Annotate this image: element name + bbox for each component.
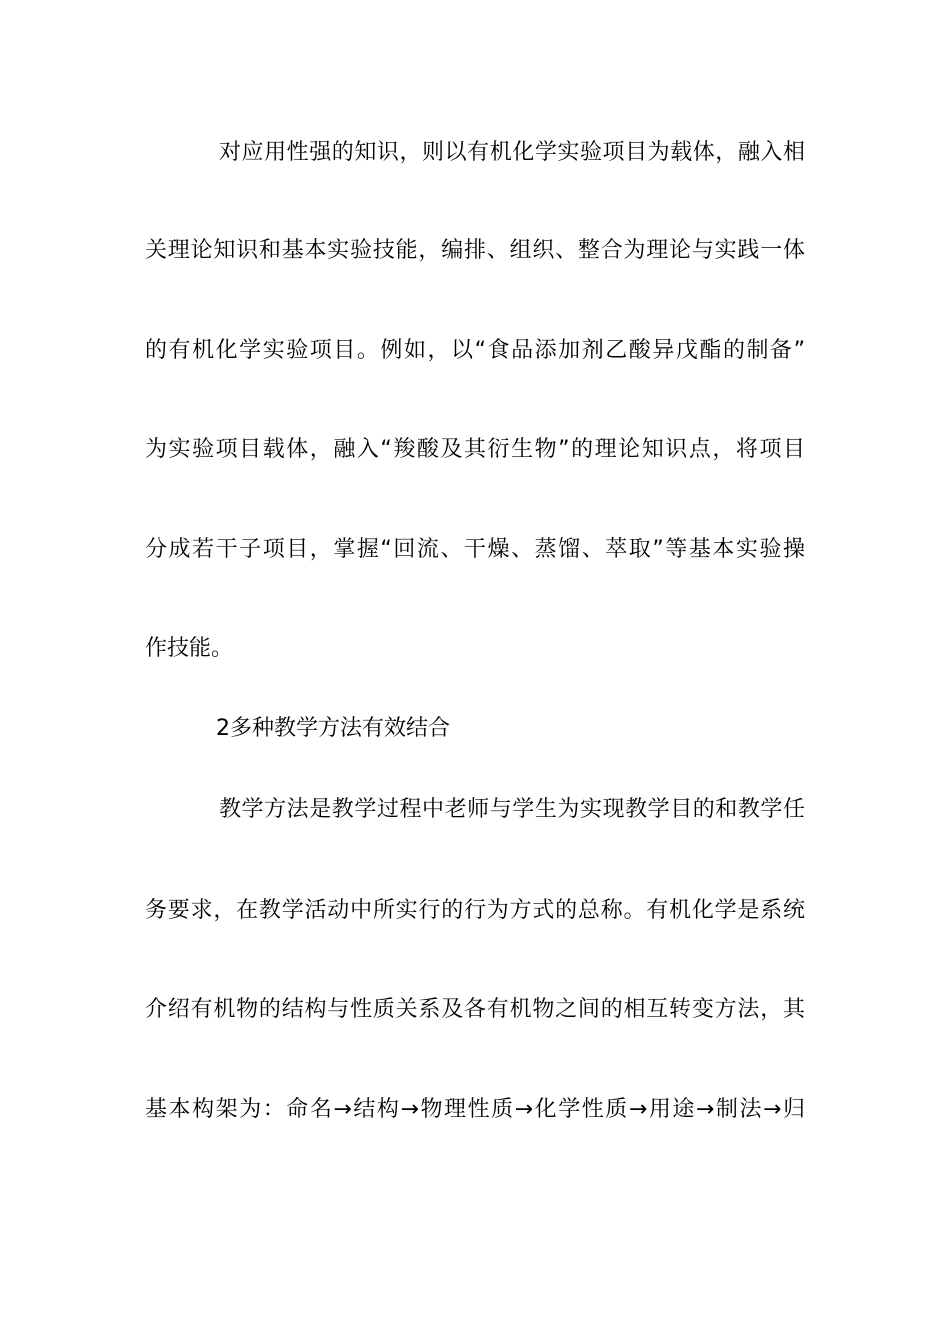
- paragraph1-line-5: 分成若干子项目，掌握“回流、干燥、蒸馏、萃取”等基本实验操: [145, 537, 805, 562]
- paragraph2-line-3: 介绍有机物的结构与性质关系及各有机物之间的相互转变方法，其: [145, 997, 805, 1022]
- paragraph1-line-4: 为实验项目载体，融入“羧酸及其衍生物”的理论知识点，将项目: [145, 437, 805, 462]
- paragraph1-line-2: 关理论知识和基本实验技能，编排、组织、整合为理论与实践一体: [145, 238, 805, 263]
- paragraph1-line-3: 的有机化学实验项目。例如，以“食品添加剂乙酸异戊酯的制备”: [145, 338, 805, 363]
- paragraph1-line-6: 作技能。: [145, 636, 234, 661]
- paragraph2-line-1: 教学方法是教学过程中老师与学生为实现教学目的和教学任: [219, 797, 805, 822]
- paragraph1-line-1: 对应用性强的知识，则以有机化学实验项目为载体，融入相: [219, 140, 805, 165]
- paragraph2-line-4: 基本构架为：命名→结构→物理性质→化学性质→用途→制法→归: [145, 1097, 805, 1122]
- paragraph2-line-2: 务要求，在教学活动中所实行的行为方式的总称。有机化学是系统: [145, 898, 805, 923]
- section-heading: 2多种教学方法有效结合: [216, 716, 450, 741]
